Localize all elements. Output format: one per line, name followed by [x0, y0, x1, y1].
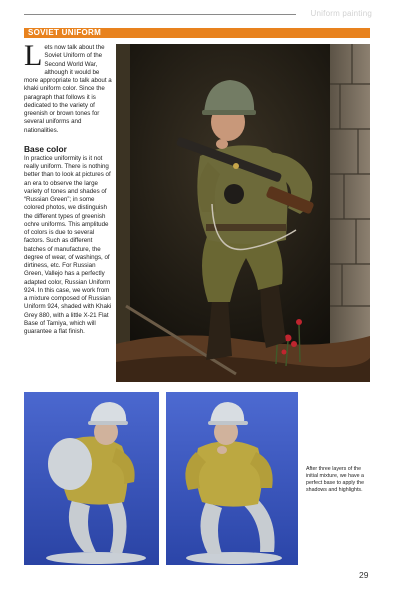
text-column: [24, 39, 114, 336]
base-color-heading: Base color: [24, 143, 67, 154]
running-head: Uniform painting: [310, 9, 372, 18]
page-number: 29: [359, 570, 369, 580]
drop-cap: L: [24, 39, 43, 72]
top-rule: [24, 14, 296, 15]
intro-paragraph: [24, 39, 114, 135]
intro-text: ets now talk about the Soviet Uniform of the Second World War, although it would be more appropriate to talk about a khaki uniform color. Since the paragraph that follows it is dedicated to the variety of greenish or brown tones for several uniforms and nationalities.: [24, 44, 112, 134]
main-figure-photo: [116, 44, 370, 382]
base-coat-photo-back: [24, 392, 159, 565]
base-coat-photo-front: [166, 392, 298, 565]
section-bar: [24, 28, 370, 38]
photo-caption: After three layers of the initial mixture, we have a perfect base to apply the shadows and highlights.: [306, 466, 365, 493]
base-color-paragraph: In practice uniformity is it not really uniform. There is nothing better than to look at pictures of an era to observe the large variety of tones and shades of “Russian Green”; in some colored photos, we distinguish the different types of greenish ochre uniforms. This amplitude of colors is due to several factors. Such as different batches of manufacture, the degree of wear, of washings, of dirtiness, etc. For Russian Green, Vallejo has a perfectly adapted color, Russian Uniform 924. In this case, we work from a mixture composed of Russian Uniform 924, shaded with Khaki Grey 880, with a little X-21 Flat Base of Tamiya, which will guarantee a flat finish.: [24, 154, 112, 335]
section-title: SOVIET UNIFORM: [28, 28, 102, 37]
